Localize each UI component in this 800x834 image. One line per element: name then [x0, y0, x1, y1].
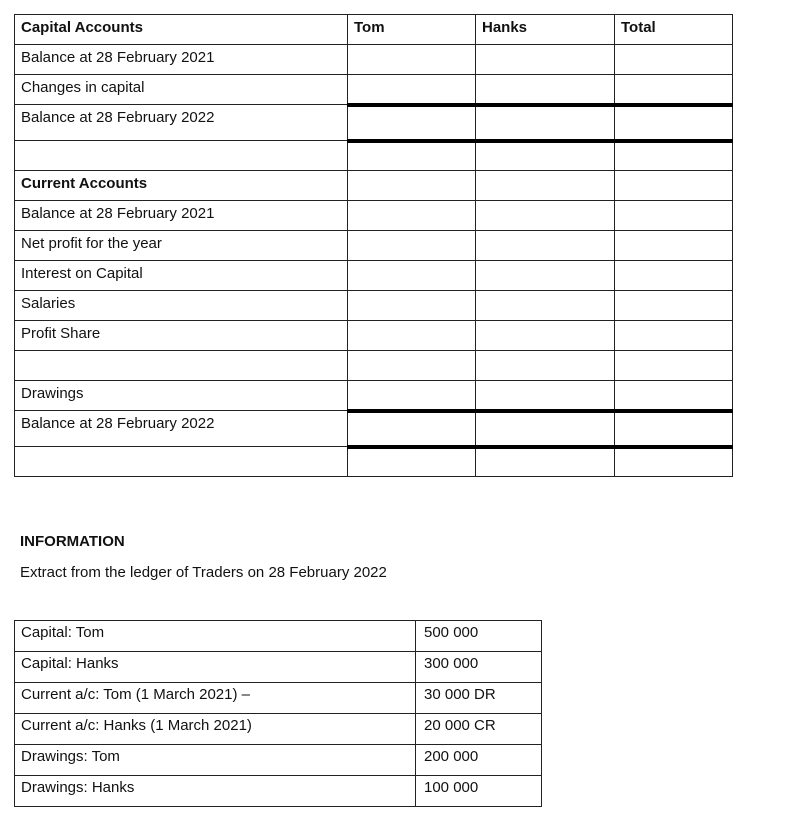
- information-heading: INFORMATION: [20, 533, 125, 550]
- row-label: [15, 447, 348, 477]
- table-row: [15, 381, 733, 411]
- total-cell[interactable]: [615, 171, 733, 201]
- total-cell[interactable]: [615, 75, 733, 105]
- hanks-cell[interactable]: [476, 447, 615, 477]
- table-row: [15, 351, 733, 381]
- tom-cell[interactable]: [348, 171, 476, 201]
- row-label: Changes in capital: [15, 75, 348, 105]
- tom-cell[interactable]: [348, 75, 476, 105]
- hanks-cell[interactable]: [476, 411, 615, 447]
- row-label: Profit Share: [15, 321, 348, 351]
- total-cell[interactable]: [615, 291, 733, 321]
- ledger-amount: 200 000: [416, 745, 542, 776]
- hanks-cell[interactable]: [476, 231, 615, 261]
- information-subtitle: Extract from the ledger of Traders on 28 February 2022: [20, 564, 387, 581]
- row-label: Balance at 28 February 2022: [15, 411, 348, 447]
- tom-cell[interactable]: [348, 321, 476, 351]
- total-cell[interactable]: [615, 105, 733, 141]
- row-label: Balance at 28 February 2021: [15, 201, 348, 231]
- table-row: [15, 776, 542, 807]
- hanks-cell[interactable]: [476, 105, 615, 141]
- column-header-tom: Tom: [348, 15, 476, 45]
- table-row: [15, 75, 733, 105]
- total-cell[interactable]: [615, 447, 733, 477]
- tom-cell[interactable]: [348, 291, 476, 321]
- row-label: Net profit for the year: [15, 231, 348, 261]
- table-row: [15, 261, 733, 291]
- tom-cell[interactable]: [348, 231, 476, 261]
- hanks-cell[interactable]: [476, 291, 615, 321]
- ledger-amount: 300 000: [416, 652, 542, 683]
- hanks-cell[interactable]: [476, 321, 615, 351]
- table-row: [15, 321, 733, 351]
- hanks-cell[interactable]: [476, 261, 615, 291]
- hanks-cell[interactable]: [476, 201, 615, 231]
- hanks-cell[interactable]: [476, 75, 615, 105]
- column-header-total: Total: [615, 15, 733, 45]
- ledger-item: Drawings: Tom: [15, 745, 416, 776]
- table-row: [15, 231, 733, 261]
- ledger-item: Current a/c: Hanks (1 March 2021): [15, 714, 416, 745]
- tom-cell[interactable]: [348, 201, 476, 231]
- table-row: [15, 105, 733, 141]
- hanks-cell[interactable]: [476, 351, 615, 381]
- tom-cell[interactable]: [348, 381, 476, 411]
- tom-cell[interactable]: [348, 411, 476, 447]
- ledger-item: Capital: Tom: [15, 621, 416, 652]
- row-label: Balance at 28 February 2021: [15, 45, 348, 75]
- tom-cell[interactable]: [348, 45, 476, 75]
- tom-cell[interactable]: [348, 141, 476, 171]
- row-label: [15, 351, 348, 381]
- row-label: Interest on Capital: [15, 261, 348, 291]
- tom-cell[interactable]: [348, 447, 476, 477]
- hanks-cell[interactable]: [476, 141, 615, 171]
- ledger-item: Current a/c: Tom (1 March 2021) –: [15, 683, 416, 714]
- table-row: [15, 291, 733, 321]
- hanks-cell[interactable]: [476, 171, 615, 201]
- tom-cell[interactable]: [348, 351, 476, 381]
- row-label: Balance at 28 February 2022: [15, 105, 348, 141]
- table-row: [15, 141, 733, 171]
- total-cell[interactable]: [615, 45, 733, 75]
- table-row: [15, 45, 733, 75]
- ledger-item: Capital: Hanks: [15, 652, 416, 683]
- tom-cell[interactable]: [348, 105, 476, 141]
- hanks-cell[interactable]: [476, 45, 615, 75]
- total-cell[interactable]: [615, 381, 733, 411]
- tom-cell[interactable]: [348, 261, 476, 291]
- row-label: [15, 141, 348, 171]
- total-cell[interactable]: [615, 201, 733, 231]
- table-row: [15, 683, 542, 714]
- table-row: [15, 652, 542, 683]
- ledger-amount: 100 000: [416, 776, 542, 807]
- ledger-amount: 500 000: [416, 621, 542, 652]
- table-row: [15, 201, 733, 231]
- table-row: [15, 745, 542, 776]
- table-header-row: [15, 15, 733, 45]
- row-label: Salaries: [15, 291, 348, 321]
- table-row: [15, 447, 733, 477]
- current-accounts-header-row: [15, 171, 733, 201]
- capital-accounts-heading: Capital Accounts: [15, 15, 348, 45]
- table-row: [15, 411, 733, 447]
- current-accounts-heading: Current Accounts: [15, 171, 348, 201]
- table-row: [15, 714, 542, 745]
- row-label: Drawings: [15, 381, 348, 411]
- total-cell[interactable]: [615, 141, 733, 171]
- table-row: [15, 621, 542, 652]
- total-cell[interactable]: [615, 261, 733, 291]
- ledger-extract-table: [14, 620, 542, 807]
- total-cell[interactable]: [615, 351, 733, 381]
- total-cell[interactable]: [615, 231, 733, 261]
- ledger-amount: 20 000 CR: [416, 714, 542, 745]
- hanks-cell[interactable]: [476, 381, 615, 411]
- partners-accounts-table: [14, 14, 733, 477]
- total-cell[interactable]: [615, 411, 733, 447]
- column-header-hanks: Hanks: [476, 15, 615, 45]
- total-cell[interactable]: [615, 321, 733, 351]
- ledger-amount: 30 000 DR: [416, 683, 542, 714]
- ledger-item: Drawings: Hanks: [15, 776, 416, 807]
